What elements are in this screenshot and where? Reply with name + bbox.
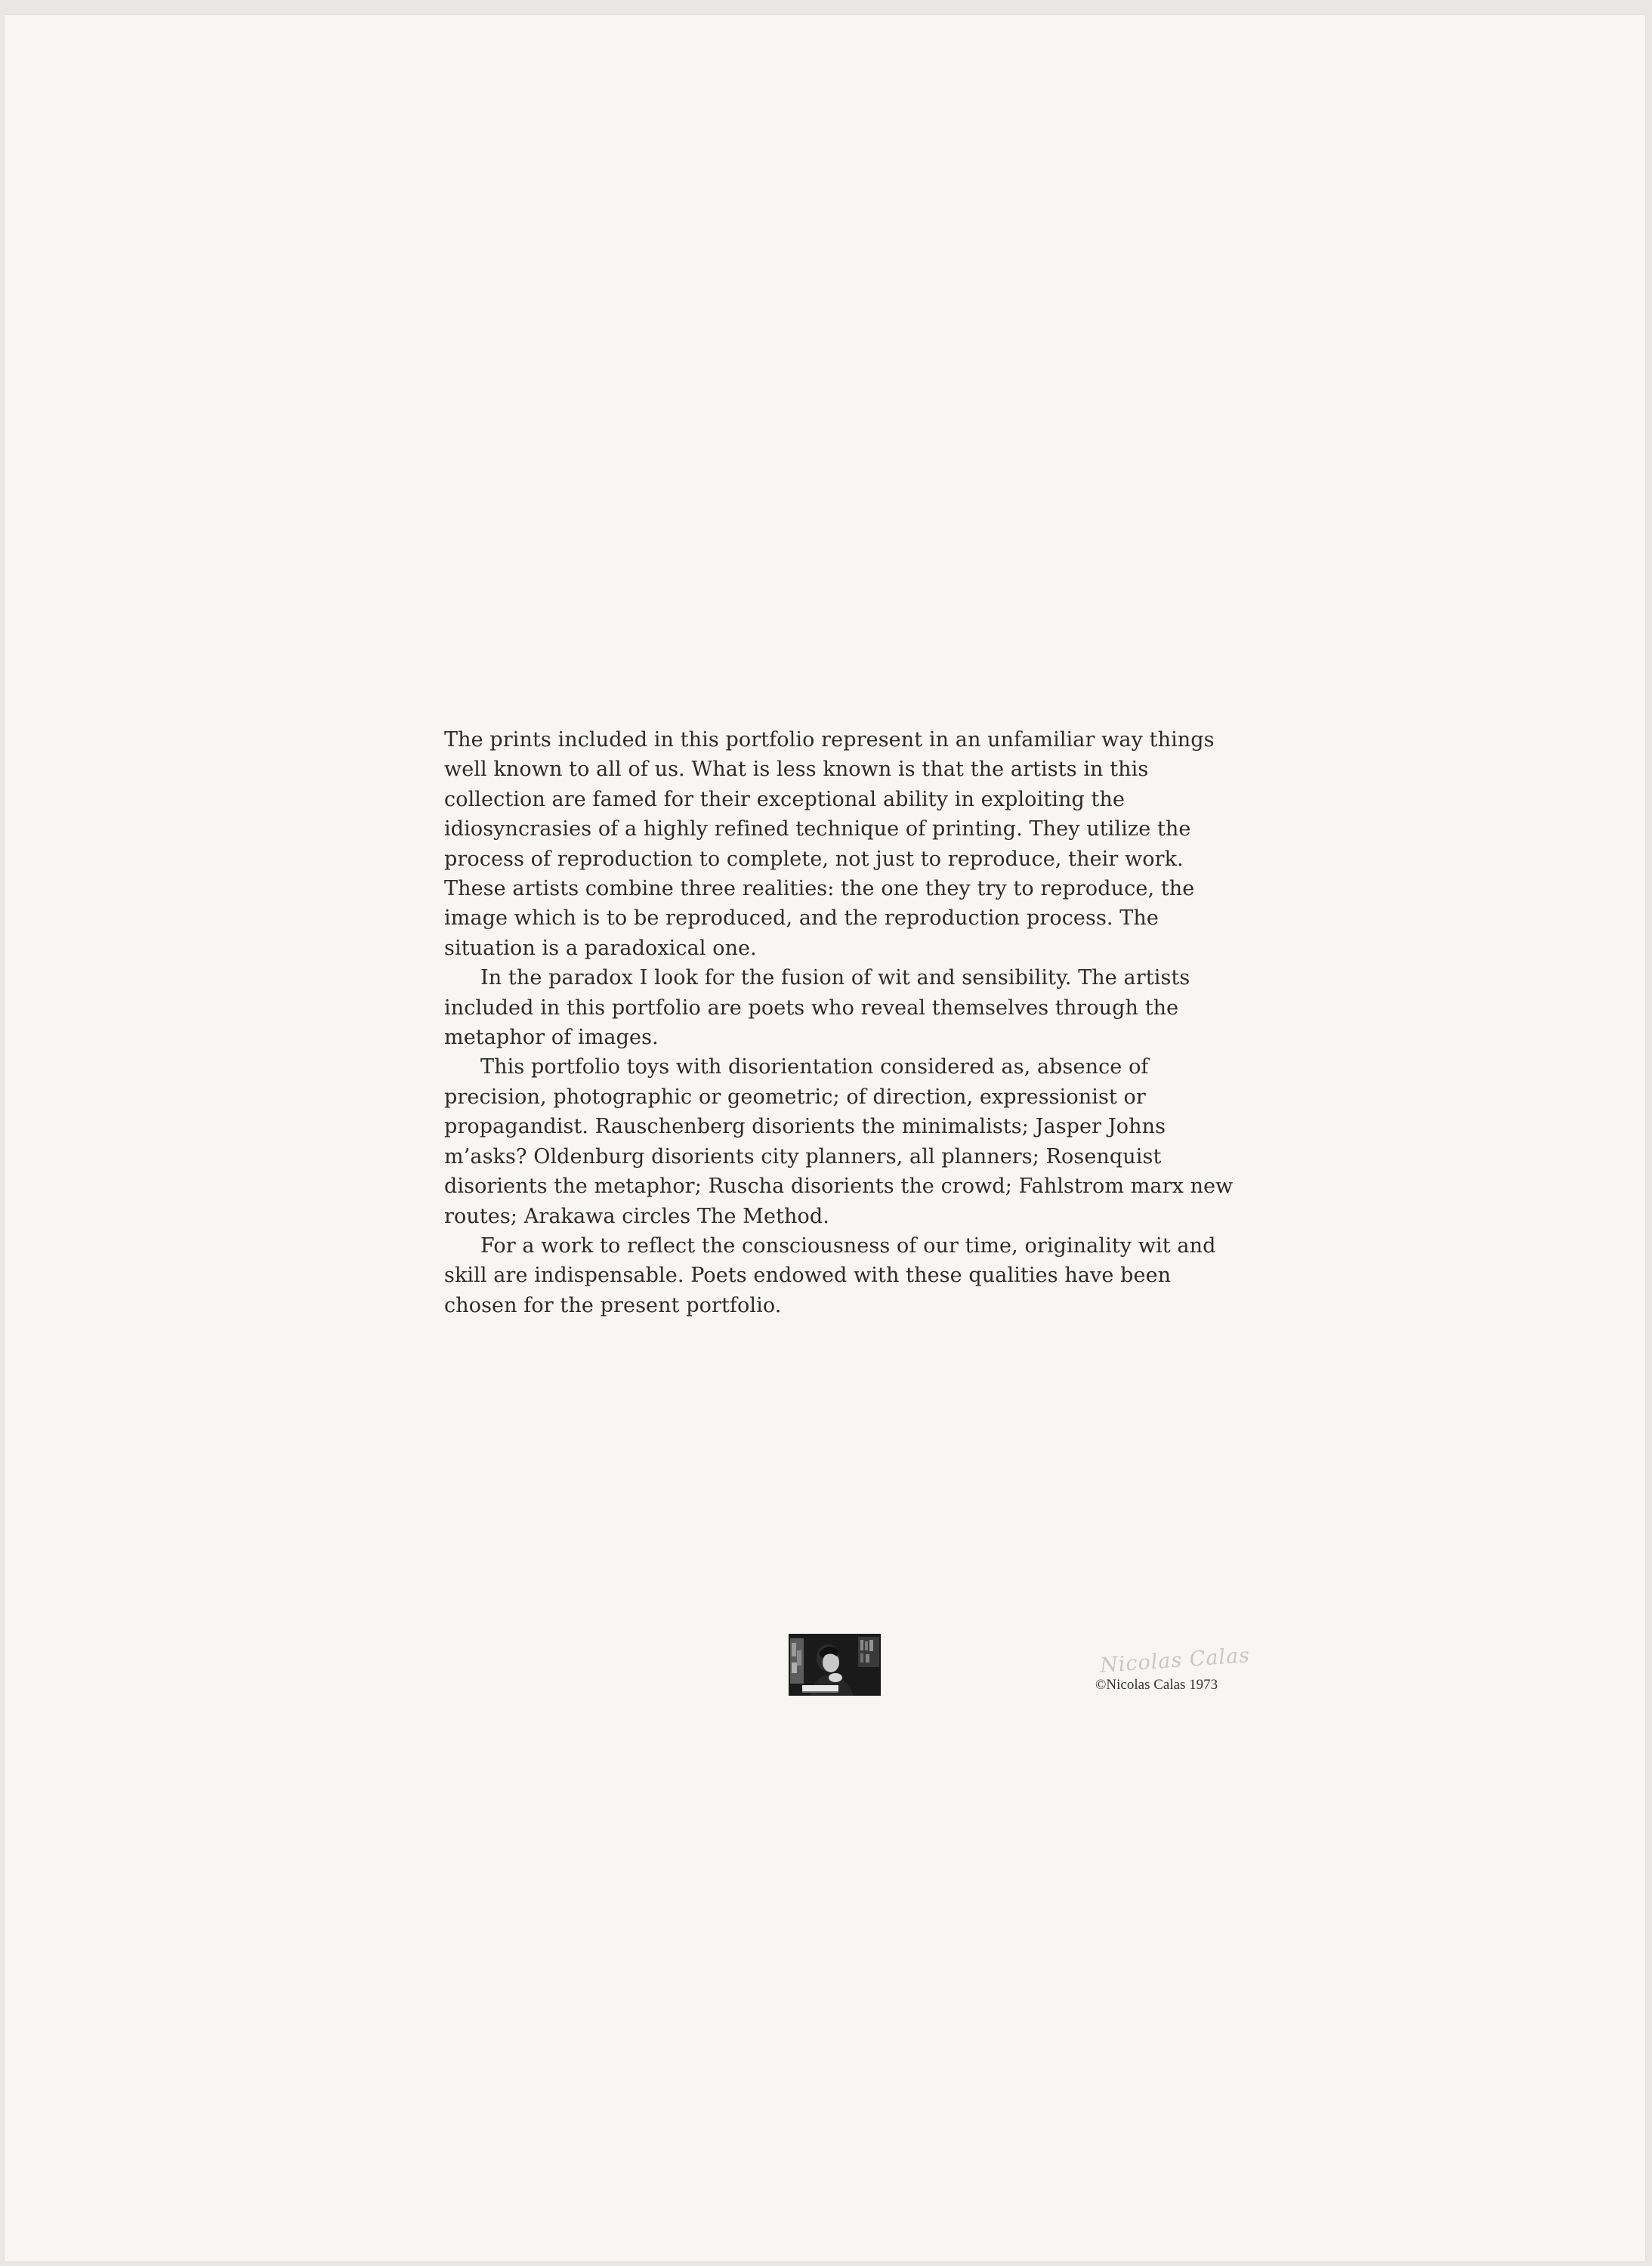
portrait-image-icon (789, 1634, 881, 1696)
copyright-notice: ©Nicolas Calas 1973 (1095, 1677, 1218, 1693)
handwritten-signature: Nicolas Calas (1099, 1644, 1251, 1678)
author-portrait-photo (789, 1634, 881, 1696)
statement-paragraph-2: In the paradox I look for the fusion of wit and sensibility. The artists included in this portfolio are poets who reveal themselves through the metaphor of images. (444, 966, 1190, 1050)
statement-paragraph-1: The prints included in this portfolio represent in an unfamiliar way things well known to all of us. What is less known is that the artists in this collection are famed for their exceptional ability in exploiting the idiosyncrasies of a highly refined technique of printing. They utilize the process of reproduction to complete, not just to reproduce, their work. These artists combine three realities: the one they try to reproduce, the image which is to be reproduced, and the reproduction process. The situation is a paradoxical one. (444, 728, 1215, 960)
statement-paragraph-3: This portfolio toys with disorientation considered as, absence of precision, photographic or geometric; of direction, expressionist or propagandist. Rauschenberg disorients the minimalists; Jasper Johns m’asks? Oldenburg disorients city planners, all planners; Rosenquist disorients the metaphor; Ruscha disorients the crowd; Fahlstrom marx new routes; Arakawa circles The Method. (444, 1055, 1234, 1228)
portfolio-statement (444, 725, 1245, 1320)
portfolio-sheet (5, 15, 1645, 2261)
statement-paragraph-4: For a work to reflect the consciousness of our time, originality wit and skill are indispensable. Poets endowed with these qualities have been chosen for the present portfolio. (444, 1233, 1216, 1317)
